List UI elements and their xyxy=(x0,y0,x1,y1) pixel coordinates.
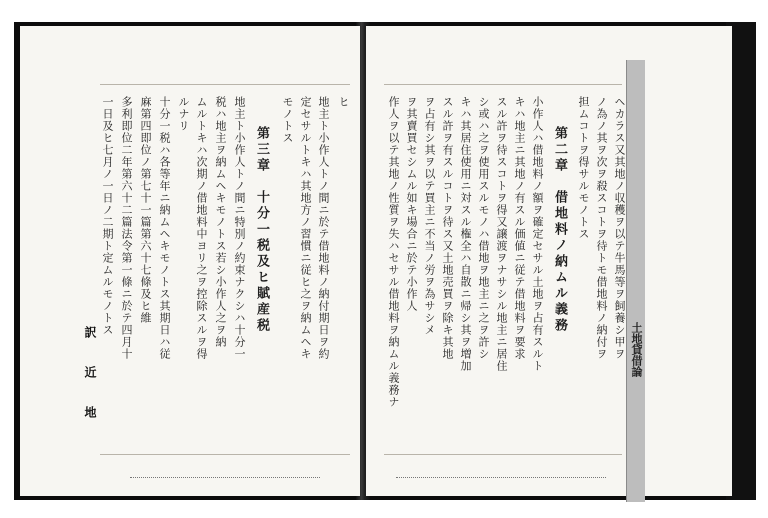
book-spread xyxy=(14,22,756,500)
text-column: スル許ヲ有スルコトヲ待ス又土地売買ヲ除キ其地 xyxy=(441,96,454,360)
text-column: 一日及ヒ七月ノ一日ノ二期ト定ムルモノトス xyxy=(101,96,114,336)
text-column: キハ其居住使用ニ対スル権全ハ自散ニ帰シ其ヲ増加 xyxy=(459,96,472,372)
text-column: シ或ハ之ヲ使用スルモノハ借地ヲ地主ニ之ヲ許シ xyxy=(477,96,490,360)
bottom-rule xyxy=(100,454,350,455)
chapter-heading: 第二章 借地料ノ納ムル義務 xyxy=(552,126,567,334)
page-tab-strip xyxy=(626,60,645,502)
page-tab-label: 土地貸借論 xyxy=(630,322,643,377)
text-column: 地主ト小作人トノ間ニ特別ノ約束ナクシハ十分一 xyxy=(233,96,246,360)
text-column: 税ハ地主ヲ納ムヘキモノトス若シ小作人之ヲ納 xyxy=(214,96,227,348)
text-column: 多利即位二年第六十二篇法令第一條ニ於テ四月十 xyxy=(120,96,133,360)
bottom-rule xyxy=(384,454,622,455)
margin-mark: 近 xyxy=(83,366,97,378)
top-rule xyxy=(100,84,350,85)
text-column: 作人ヲ以テ其地ノ性質ヲ失ハセサル借地料ヲ納ムル義務ナ xyxy=(387,96,400,408)
text-column: ヲ占有シ其ヲ以テ買主ニ不当ノ労ヲ為サシメ xyxy=(423,96,436,336)
chapter-heading: 第三章 十分一税及ヒ賦産税 xyxy=(254,126,269,334)
text-column: ムルトキハ次期ノ借地料中ヨリ之ヲ控除スルヲ得 xyxy=(195,96,208,360)
text-column: ヲ其賣買セシムル如キ場合ニ於テ小作人 xyxy=(405,96,418,312)
margin-mark: 訳 xyxy=(83,326,97,338)
text-column: 小作人ハ借地料ノ額ヲ確定セサル土地ヲ占有スルト xyxy=(531,96,544,372)
text-column: スル許ヲ待スコトヲ得又譲渡ヲナサシル地主ニ居住 xyxy=(495,96,508,372)
text-column: 十分一税ハ各等年ニ納ムヘキモノトス其期日ハ従 xyxy=(158,96,171,360)
left-page xyxy=(20,26,360,496)
text-column: 担ムコトヲ得サルモノトス xyxy=(577,96,590,240)
text-column: モノトス xyxy=(281,96,294,144)
text-column: ヒ xyxy=(337,96,350,108)
text-column: 定セサルトキハ其地方ノ習慣ニ従ヒ之ヲ納ムヘキ xyxy=(299,96,312,360)
text-column: キハ地主ニ其地ノ有スル価値ニ従テ借地料ヲ要求 xyxy=(513,96,526,360)
text-column: 麻第四即位ノ第七十一篇第六十七條及ヒ維 xyxy=(139,96,152,324)
text-column: ノ為ノ其ヲ次ヲ殺スコトヲ待トモ借地料ノ納付ヲ xyxy=(595,96,608,360)
bottom-dotted-line xyxy=(130,476,320,478)
margin-mark: 地 xyxy=(83,406,97,418)
bottom-dotted-line xyxy=(396,476,606,478)
text-column: ヘカラス又其地ノ収穫ヲ以テ牛馬等ヲ飼養シ甲ヲ xyxy=(613,96,626,360)
text-column: ルナリ xyxy=(177,96,190,132)
right-page xyxy=(366,26,732,496)
text-column: 地主ト小作人トノ間ニ於テ借地料ノ納付期日ヲ約 xyxy=(317,96,330,360)
top-rule xyxy=(384,84,622,85)
